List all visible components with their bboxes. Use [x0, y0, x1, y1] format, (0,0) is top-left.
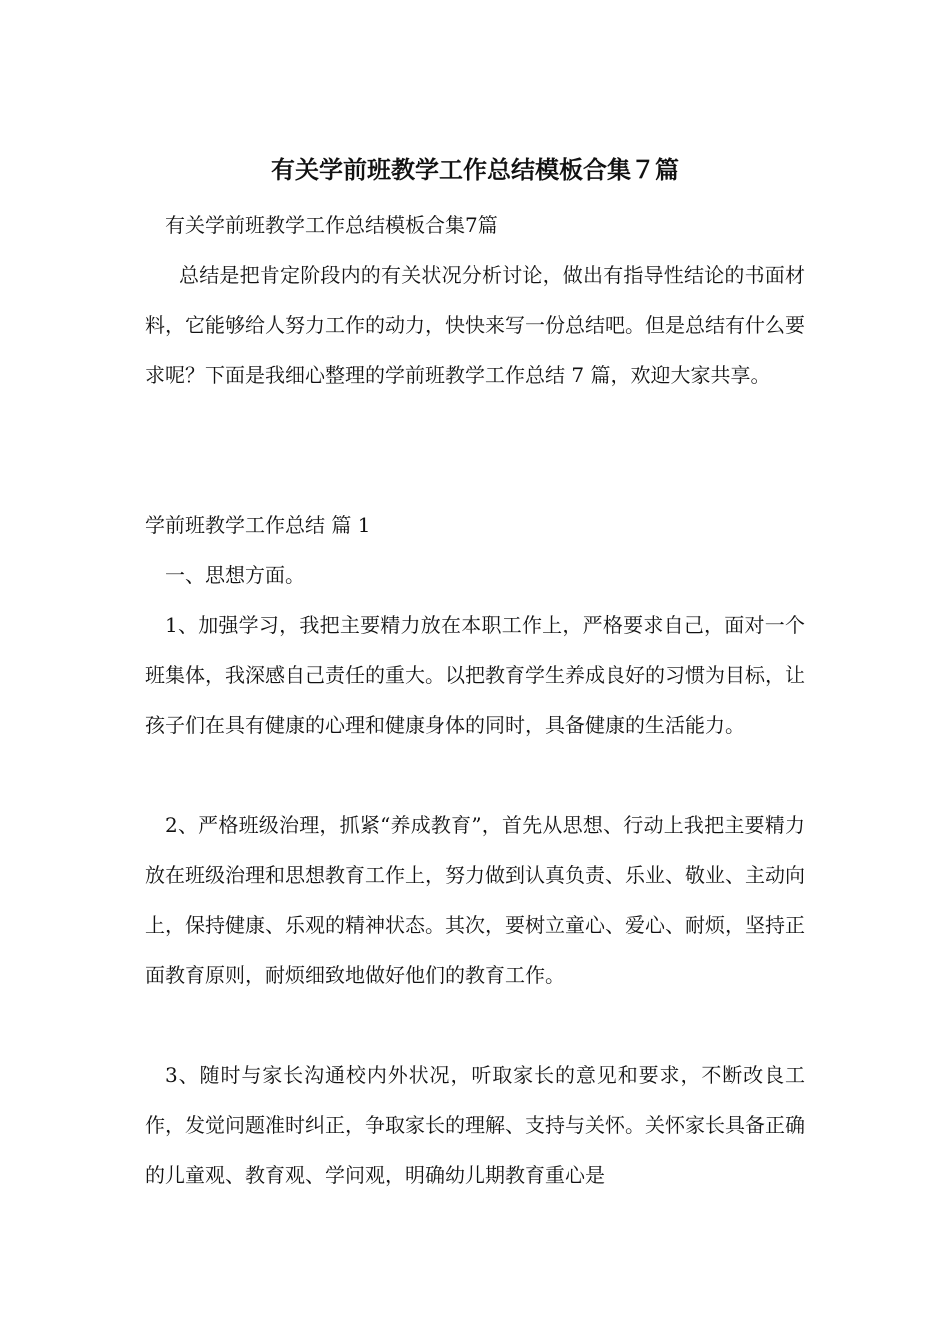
section-subheading: 一、思想方面。 [165, 563, 305, 587]
document-subtitle: 有关学前班教学工作总结模板合集7篇 [165, 213, 498, 237]
list-item: 3、随时与家长沟通校内外状况，听取家长的意见和要求，不断改良工作，发觉问题准时纠正，争取家长的理解、支持与关怀。关怀家长具备正确的儿童观、教育观、学问观，明确幼儿期教育重心是 [145, 1063, 805, 1187]
list-item: 2、严格班级治理，抓紧“养成教育”，首先从思想、行动上我把主要精力放在班级治理和思想教育工作上，努力做到认真负责、乐业、敬业、主动向上，保持健康、乐观的精神状态。其次，要树立童心、爱心、耐烦，坚持正面教育原则，耐烦细致地做好他们的教育工作。 [145, 813, 805, 987]
document-title: 有关学前班教学工作总结模板合集７篇 [271, 156, 679, 184]
list-item: 1、加强学习，我把主要精力放在本职工作上，严格要求自己，面对一个班集体，我深感自己责任的重大。以把教育学生养成良好的习惯为目标，让孩子们在具有健康的心理和健康身体的同时，具备健康的生活能力。 [145, 613, 805, 737]
intro-paragraph: 总结是把肯定阶段内的有关状况分析讨论，做出有指导性结论的书面材料，它能够给人努力工作的动力，快快来写一份总结吧。但是总结有什么要求呢？下面是我细心整理的学前班教学工作总结 7 篇，欢迎大家共享。 [145, 263, 805, 387]
section-heading: 学前班教学工作总结 篇 1 [145, 513, 371, 537]
